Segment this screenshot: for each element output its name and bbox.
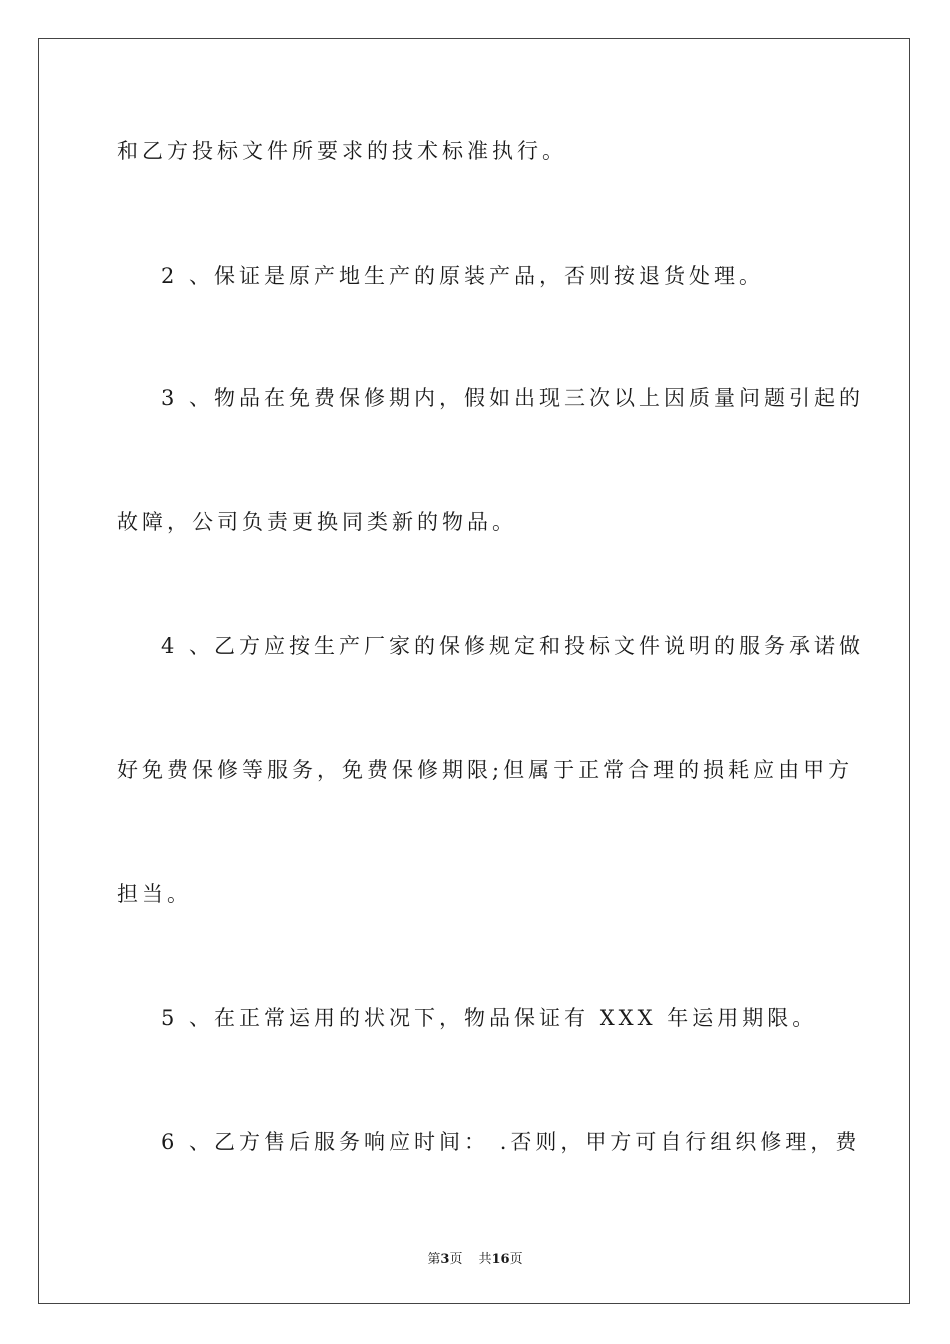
footer-total-suffix: 页 [509, 1252, 523, 1267]
body-text-line-2: 2 、保证是原产地生产的原装产品，否则按退货处理。 [161, 264, 765, 288]
page-border [38, 38, 910, 1304]
body-text-line-4: 故障，公司负责更换同类新的物品。 [117, 510, 517, 534]
body-text-line-8: 5 、在正常运用的状况下，物品保证有 XXX 年运用期限。 [161, 1006, 818, 1030]
footer-page-prefix: 第 [427, 1252, 441, 1267]
body-text-line-7: 担当。 [117, 882, 192, 906]
body-text-line-5: 4 、乙方应按生产厂家的保修规定和投标文件说明的服务承诺做 [161, 634, 865, 658]
footer-total-prefix: 共 [478, 1252, 492, 1267]
footer-total-pages: 16 [491, 1252, 510, 1267]
page-footer [0, 1248, 950, 1267]
body-text-line-3: 3 、物品在免费保修期内，假如出现三次以上因质量问题引起的 [161, 386, 865, 410]
body-text-line-1: 和乙方投标文件所要求的技术标准执行。 [117, 139, 567, 163]
body-text-line-9: 6 、乙方售后服务响应时间： .否则，甲方可自行组织修理，费 [161, 1130, 861, 1154]
footer-page-number: 3 [440, 1252, 450, 1267]
footer-page-suffix: 页 [449, 1252, 463, 1267]
body-text-line-6: 好免费保修等服务，免费保修期限;但属于正常合理的损耗应由甲方 [117, 758, 854, 782]
